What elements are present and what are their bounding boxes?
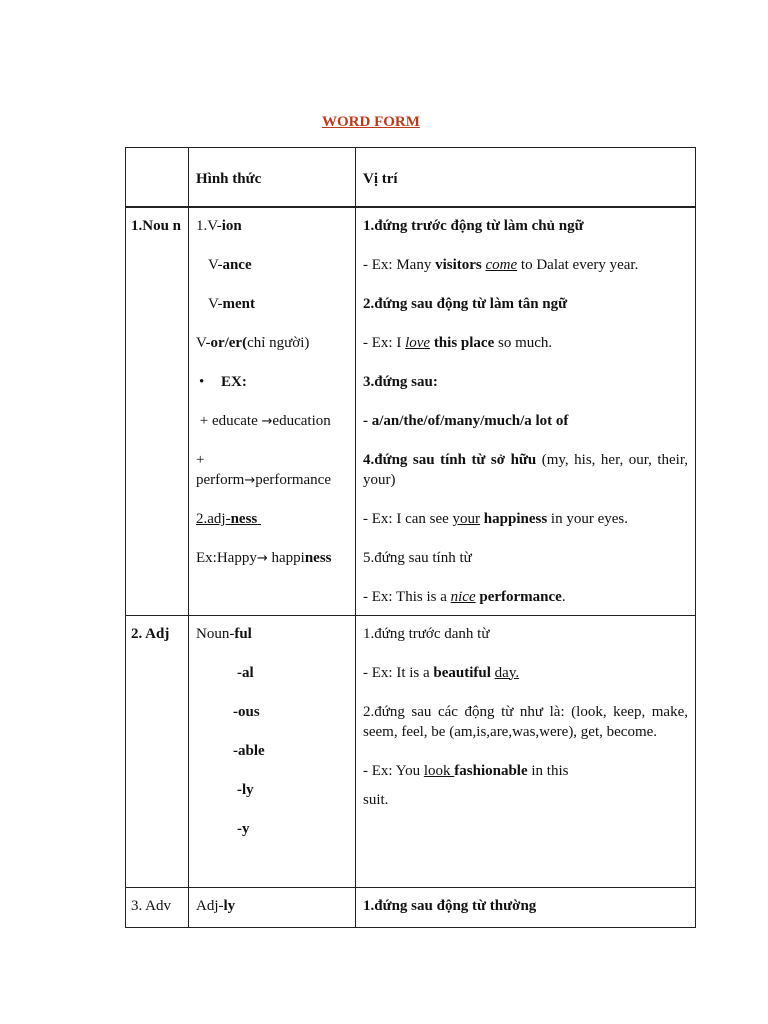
noun-pos-3: 3.đứng sau: bbox=[363, 374, 438, 390]
noun-form-ex-label: • EX: bbox=[196, 372, 348, 392]
adj-label-cell bbox=[126, 615, 189, 887]
adj-pos-2: 2.đứng sau các động từ như là: (look, keep, make, seem, feel, be (am,is,are,was,were), get, become. bbox=[363, 703, 688, 740]
adv-row bbox=[126, 887, 696, 927]
header-form-cell bbox=[189, 148, 356, 208]
header-empty-cell bbox=[126, 148, 189, 208]
noun-pos-3-list: - a/an/the/of/many/much/a lot of bbox=[363, 413, 569, 429]
arrow-right-icon: → bbox=[256, 551, 268, 566]
noun-form-line-3: V-ment bbox=[208, 296, 255, 312]
noun-form-example-2a: + bbox=[196, 452, 205, 468]
adj-form-al: -al bbox=[237, 664, 254, 681]
noun-form-cell bbox=[189, 207, 356, 615]
adv-position-cell bbox=[356, 887, 696, 927]
noun-form-line-4: V-or/er(chỉ người) bbox=[196, 335, 310, 351]
header-position: Vị trí bbox=[363, 171, 398, 187]
adj-form-y: -y bbox=[237, 820, 250, 837]
arrow-right-icon: → bbox=[261, 414, 273, 429]
adj-pos-1: 1.đứng trước danh từ bbox=[363, 625, 490, 642]
adj-form-cell bbox=[189, 615, 356, 887]
noun-label-cell bbox=[126, 207, 189, 615]
adj-pos-ex-2-cont: suit. bbox=[363, 791, 389, 808]
bullet-icon: • bbox=[199, 374, 205, 390]
adj-row bbox=[126, 615, 696, 887]
arrow-right-icon: → bbox=[244, 473, 256, 488]
noun-pos-2: 2.đứng sau động từ làm tân ngữ bbox=[363, 296, 568, 312]
noun-form-example-3: Ex:Happy→ happiness bbox=[196, 550, 332, 566]
header-form: Hình thức bbox=[196, 171, 262, 187]
noun-form-example-2b: perform→performance bbox=[196, 472, 332, 488]
adj-pos-ex-2: - Ex: You look fashionable in this bbox=[363, 762, 569, 779]
noun-label: 1.Nou n bbox=[131, 218, 182, 234]
noun-pos-ex-5: - Ex: This is a nice performance. bbox=[363, 589, 566, 605]
adv-pos-1: 1.đứng sau động từ thường bbox=[363, 897, 537, 914]
adv-label: 3. Adv bbox=[131, 897, 172, 914]
header-position-cell bbox=[356, 148, 696, 208]
noun-pos-ex-1: - Ex: Many visitors come to Dalat every year. bbox=[363, 257, 639, 273]
noun-pos-4: 4.đứng sau tính từ sở hữu (my, his, her, our, their, your) bbox=[363, 452, 688, 488]
noun-pos-ex-4: - Ex: I can see your happiness in your eyes. bbox=[363, 511, 628, 527]
noun-pos-5: 5.đứng sau tính từ bbox=[363, 550, 472, 566]
adj-form-ful: Noun-ful bbox=[196, 625, 252, 642]
noun-form-example-1: + educate →education bbox=[199, 413, 331, 429]
adj-label: 2. Adj bbox=[131, 625, 170, 642]
document-title: WORD FORM bbox=[322, 114, 420, 130]
noun-row bbox=[126, 207, 696, 615]
noun-form-line-2: V-ance bbox=[208, 257, 252, 273]
noun-pos-ex-2: - Ex: I love this place so much. bbox=[363, 335, 553, 351]
adj-pos-ex-1: - Ex: It is a beautiful day. bbox=[363, 664, 520, 681]
noun-position-cell bbox=[356, 207, 696, 615]
adv-label-cell bbox=[126, 887, 189, 927]
table-header-row bbox=[126, 148, 696, 208]
noun-form-line-1: 1.V-ion bbox=[196, 218, 242, 234]
word-form-table bbox=[125, 147, 696, 928]
adj-form-ly: -ly bbox=[237, 781, 254, 798]
adv-form-cell bbox=[189, 887, 356, 927]
adv-form: Adj-ly bbox=[196, 897, 236, 914]
adj-form-able: -able bbox=[233, 742, 265, 759]
noun-pos-1: 1.đứng trước động từ làm chủ ngữ bbox=[363, 218, 584, 234]
adj-position-cell bbox=[356, 615, 696, 887]
adj-form-ous: -ous bbox=[233, 703, 260, 720]
noun-form-adj-ness: 2.adj-ness bbox=[196, 511, 258, 527]
